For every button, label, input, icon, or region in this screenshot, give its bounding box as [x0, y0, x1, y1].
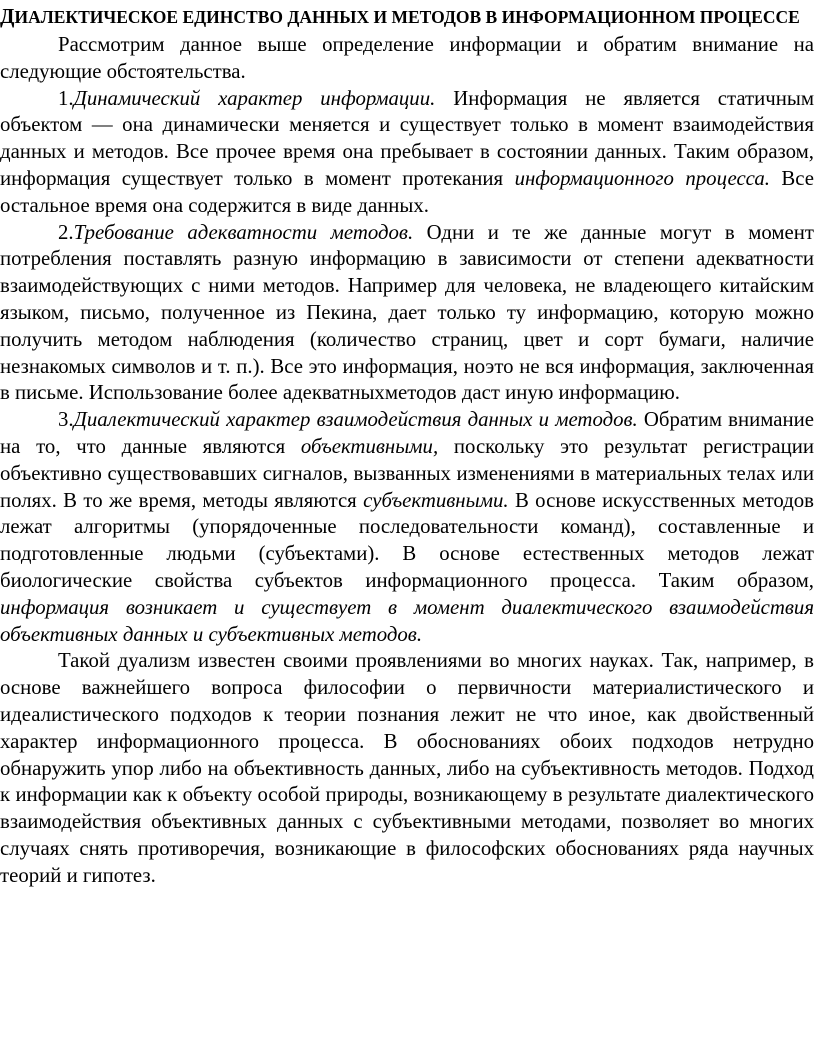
point-1-italic-term: информационного процесса.: [514, 166, 770, 190]
point-3-italic-conclusion: информация возникает и существует в момент диалектического взаимодействия объективных данных и субъективных методов.: [0, 595, 814, 646]
document-title: [0, 2, 814, 29]
point-2-number: 2.: [58, 220, 74, 244]
point-3-text-a: Обратим внимание на то, что данные являются: [0, 408, 814, 458]
point-3-heading: Диалектический характер взаимодействия данных и методов.: [73, 408, 638, 432]
point-3-italic-objective: объективными,: [300, 434, 439, 458]
paragraph-point-1: [0, 86, 814, 220]
paragraph-dualism-text: Такой дуализм известен своими проявлениями во многих науках. Так, например, в основе важнейшего вопроса философии о первичности материалистического и идеалистического подходов к теории познания лежит не что иное, как двойственный характер информационного процесса. В обоснованиях обоих подходов нетрудно обнаружить упор либо на объективность данных, либо на субъективность методов. Подход к информации как к объекту особой природы, возникающему в результате диалектического взаимодействия объективных данных с субъективными методами, позволяет во многих случаях снять противоречия, возникающие в философских обоснованиях ряда научных теорий и гипотез.: [0, 649, 814, 887]
point-3-text-b: поскольку это результат регистрации объективно существовавших сигналов, вызванных изменениями в материальных телах или полях. В то же время, методы являются: [0, 434, 814, 512]
paragraph-point-2: [0, 220, 814, 408]
point-1-number: 1.: [58, 86, 74, 110]
point-1-text-a: Информация не является статичным объектом — она динамически меняется и существует только в момент взаимодействия данных и методов. Все прочее время она пребывает в состоянии данных. Таким образом, информация существует только в момент протекания: [0, 86, 814, 190]
point-3-italic-subjective: субъективными.: [363, 488, 509, 512]
point-2-text-a: Одни и те же данные могут в момент потребления поставлять разную информацию в зависимости от степени адекватности взаимодействующих с ними методов. Например для человека, не владеющего китайским языком, письмо, полученное из Пекина, дает только ту информацию, которую можно получить методом наблюдения (количество страниц, цвет и сорт бумаги, наличие незнакомых символов и т. п.). Все это информация, ноэто не вся информация, заключенная в письме. Использование более адекватныхметодов даст иную информацию.: [0, 220, 814, 405]
paragraph-intro-text: Рассмотрим данное выше определение информации и обратим внимание на следующие обстоятельства.: [0, 33, 814, 83]
point-3-text-c: В основе искусственных методов лежат алгоритмы (упорядоченные последовательности команд), составленные и подготовленные людьми (субъектами). В основе естественных методов лежат биологические свойства субъектов информационного процесса. Таким образом,: [0, 488, 814, 592]
point-1-heading: Динамический характер информации.: [73, 86, 436, 110]
point-2-heading: Требование адекватности методов.: [73, 220, 414, 244]
paragraph-intro: [0, 32, 814, 86]
title-first-letter: Д: [0, 4, 15, 28]
point-1-text-b: Все остальное время она содержится в виде данных.: [0, 166, 814, 217]
title-rest: ИАЛЕКТИЧЕСКОЕ ЕДИНСТВО ДАННЫХ И МЕТОДОВ В ИНФОРМАЦИОННОМ ПРОЦЕССЕ: [14, 7, 800, 27]
point-3-number: 3.: [58, 408, 74, 432]
paragraph-point-3: [0, 407, 814, 648]
paragraph-dualism: [0, 648, 814, 889]
